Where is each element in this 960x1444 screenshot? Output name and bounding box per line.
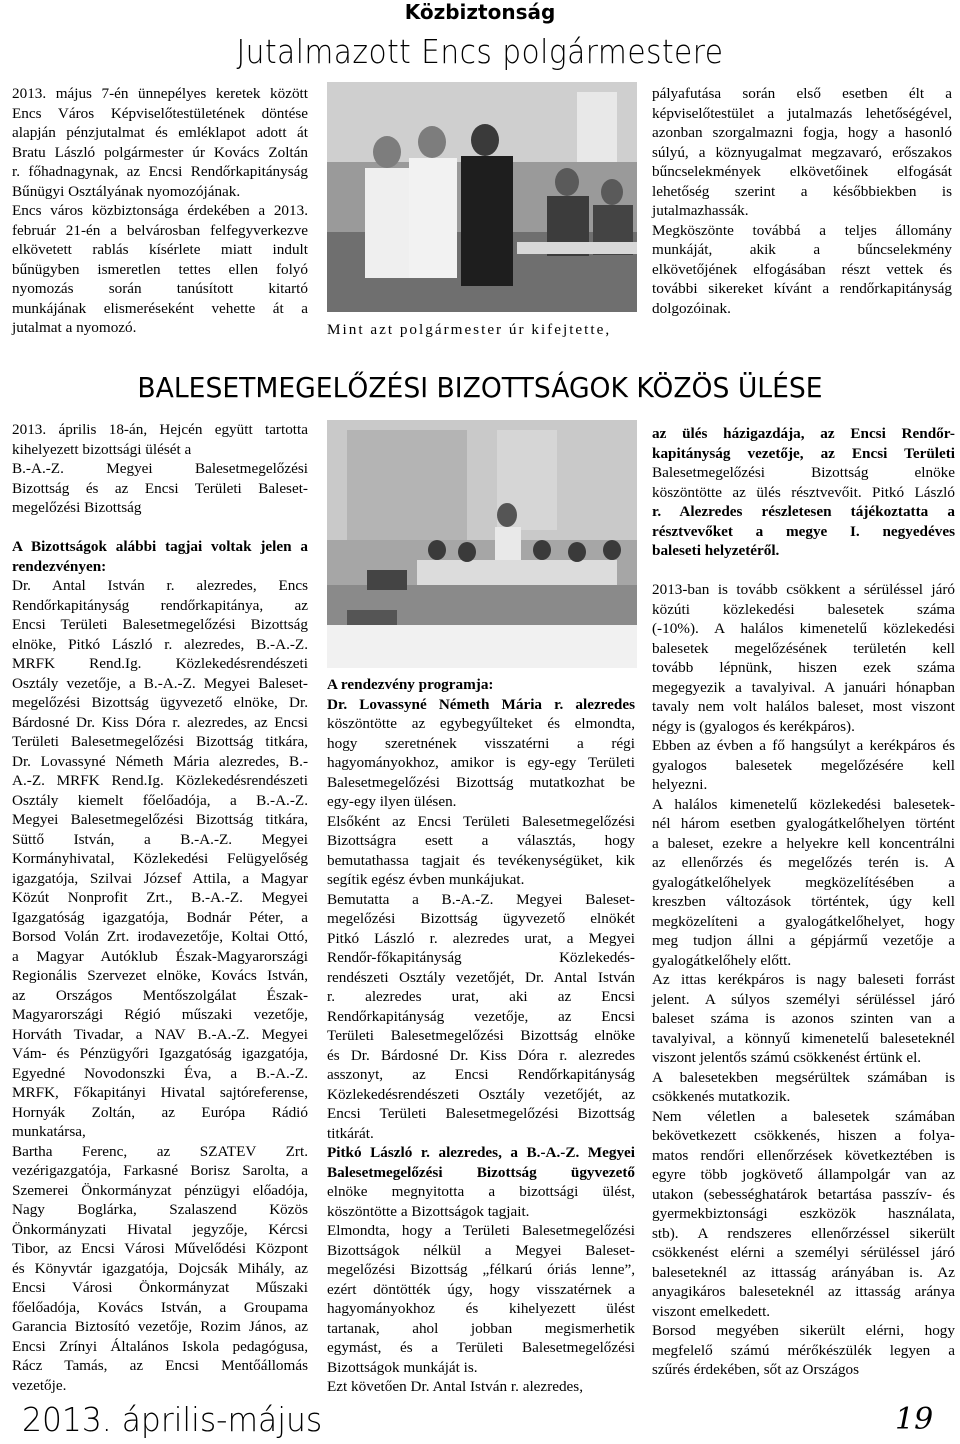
- text-line: munkatársa,: [12, 1123, 86, 1140]
- text-line: Bartha Ferenc, az SZATEV Zrt.: [12, 1142, 308, 1160]
- text-line: Encs Város Képviselőtestületének döntése: [12, 104, 308, 122]
- text-line: jutalmat a nyomozó.: [12, 319, 137, 336]
- text-line: Igazgatóság igazgatója, Bodnár Péter, a: [12, 908, 308, 926]
- text-line: hagyományokhoz és kihelyezett ülést: [327, 1300, 635, 1317]
- text-line: az Országos Mentőszolgálat Észak-: [12, 986, 308, 1004]
- text-line: Pitkó László r. alezredes urat, a Megyei: [327, 929, 635, 947]
- text-line: Megyei Balesetmegelőzési Bizottság titkára,: [12, 811, 308, 828]
- text-line: Vám- és Pénzügyőri Igazgatóság igazgatója,: [12, 1045, 308, 1062]
- text-line: Rendőrkapitányság vezetője, az Encsi: [327, 1007, 635, 1025]
- text-line: munkájának elismeréseként vehette át a: [12, 299, 308, 317]
- section-banner: BALESETMEGELŐZÉSI BIZOTTSÁGOK KÖZÖS ÜLÉSE: [137, 371, 823, 404]
- text-line: [652, 561, 955, 581]
- text-line: Balesetmegelőzési Bizottság elnöke: [652, 464, 955, 481]
- text-line: viszont jelentős számú csökkenést értünk el.: [652, 1049, 922, 1066]
- text-line: kreszben változások történtek, úgy kell: [652, 893, 955, 910]
- text-line: Rácz Tamás, az Encsi Mentőállomás: [12, 1357, 308, 1374]
- text-line: titkárát.: [327, 1124, 374, 1142]
- text-line: közúti közlekedési balesetek száma: [652, 600, 955, 618]
- text-line: gyalogos balesetek megelőzésére kell: [652, 756, 955, 774]
- award-ceremony-photo: [327, 82, 637, 312]
- text-line: MRFK, Főkapitányi Hivatal sajtóreferense,: [12, 1084, 308, 1101]
- text-line: meg tudjon állni a gépjármű vezetője a: [652, 932, 955, 949]
- text-line: Nem véletlen a balesetek számában: [652, 1107, 955, 1125]
- text-line: B.-A.-Z. Megyei Balesetmegelőzési: [12, 460, 308, 477]
- text-line: 2013. április 18-án, Hejcén együtt tartotta: [12, 421, 308, 438]
- text-line: ezért döntötték úgy, hogy visszatérnek a: [327, 1280, 635, 1298]
- text-line: Egyedné Novodonszki Éva, a B.-A.-Z.: [12, 1064, 308, 1082]
- text-line: A halálos kimenetelű közlekedési balesetek-: [652, 795, 955, 813]
- article2-left-column: [12, 420, 308, 1395]
- text-line: Bizottságra esett a választás, hogy: [327, 832, 635, 849]
- text-line: csökkenést elérni a személyi sérüléssel járó: [652, 1244, 955, 1261]
- text-line: hagyományokhoz, amikor is egy-egy Területi: [327, 754, 635, 771]
- text-line: r. alezredes urat, aki az Encsi: [327, 988, 635, 1005]
- text-line: bűnügyben ismeretlen tettes ellen folyó: [12, 260, 308, 278]
- text-line: egyre több jogkövető állampolgár van az: [652, 1166, 955, 1183]
- article1-left-column: [12, 84, 308, 338]
- text-line: Közlekedésrendészeti Osztály vezetőjét, az: [327, 1085, 635, 1103]
- text-line: szűrés érdekében, sőt az Országos: [652, 1361, 860, 1378]
- text-line: rendészeti Osztály vezetőjét, Dr. Antal István: [327, 968, 635, 986]
- text-line: kihelyezett bizottsági ülését a: [12, 440, 192, 458]
- text-line: kapitányság vezetője, az Encsi Területi: [652, 444, 955, 462]
- text-line: bekövetkezett csökkenés, hiszen a folya-: [652, 1127, 955, 1144]
- page-number: 19: [895, 1402, 934, 1437]
- text-line: azonban szorgalmazni fogja, hogy a hasonló: [652, 124, 952, 141]
- text-line: pályafutása során első esetben élt a: [652, 85, 952, 102]
- text-line: megelőzési Bizottság ügyvezető elnöke, Dr.: [12, 694, 308, 711]
- text-line: alapján pénzjutalmat és emléklapot adott át: [12, 124, 308, 141]
- text-line: vezetője.: [12, 1376, 67, 1394]
- article-headline: Jutalmazott Encs polgármestere: [236, 32, 724, 71]
- text-line: anyagikáros baleseteknél az ittasság aránya: [652, 1283, 955, 1300]
- text-line: Ebben az évben a fő hangsúlyt a kerékpáros és: [652, 737, 955, 754]
- text-line: Dr. Antal István r. alezredes, Encs: [12, 577, 308, 594]
- text-line: matos rendőri ellenőrzések következtében is: [652, 1146, 955, 1164]
- text-line: bemutathassa tagjait és tevékenységüket, kik: [327, 851, 635, 869]
- text-line: megelőzési Bizottság ügyvezető elnökét: [327, 910, 635, 927]
- text-line: Kormányhivatal, Közlekedési Felügyelőség: [12, 850, 308, 867]
- text-line: jutalmazhassák.: [652, 202, 749, 219]
- text-line: MRFK Rend.Ig. Közlekedésrendészeti: [12, 655, 308, 672]
- text-line: gyermekbiztonsági eszközök használata,: [652, 1205, 955, 1222]
- text-line: munkáját, akik a bűncselekmény: [652, 241, 952, 258]
- text-line: vezérigazgatója, Farkasné Borisz Sarolta, a: [12, 1162, 308, 1179]
- text-line: megközelíteni a gyalogátkelőhelyet, hogy: [652, 912, 955, 930]
- text-line: elkövetőjének elfogásában részt vettek és: [652, 260, 952, 278]
- text-line: Ezt követően Dr. Antal István r. alezredes,: [327, 1378, 583, 1395]
- text-line: 2013-ban is tovább csökkent a sérüléssel járó: [652, 581, 955, 598]
- text-line: viszont emelkedett.: [652, 1302, 771, 1320]
- text-line: gyalogátkelőhelyek megközelítésében a: [652, 873, 955, 891]
- meeting-photo: [327, 420, 637, 668]
- text-line: (-10%). A halálos kimenetelű közlekedési: [652, 620, 955, 637]
- text-line: súlyú, a köznyugalmat megzavaró, erőszakos: [652, 143, 952, 161]
- article2-right-column: [652, 424, 955, 1380]
- text-line: Önkormányzati Hivatal jegyzője, Kércsi: [12, 1220, 308, 1238]
- text-line: baleseti helyzetéről.: [652, 542, 780, 559]
- text-line: Encsi Területi Balesetmegelőzési Bizottság: [327, 1105, 635, 1122]
- text-line: Bizottságok nélkül a Megyei Baleset-: [327, 1241, 635, 1259]
- text-line: Balesetmegelőzési Bizottság ügyvezető: [327, 1163, 635, 1181]
- text-line: megegyezik a tavalyival. A januári hónapban: [652, 678, 955, 696]
- text-line: helyezni.: [652, 776, 708, 793]
- text-line: elnöke, Pitkó László r. alezredes, B.-A.-Z.: [12, 635, 308, 653]
- text-line: csökkenés mutatkozik.: [652, 1088, 791, 1105]
- text-line: résztvevőket a megye I. negyedéves: [652, 522, 955, 540]
- text-line: Rendőrkapitányság rendőrkapitánya, az: [12, 596, 308, 614]
- text-line: Szemerei Önkormányzat pénzügyi előadója,: [12, 1181, 308, 1199]
- text-line: baleseteknél az ittasság arányában is. Az: [652, 1263, 955, 1281]
- text-line: hogy szeretnének visszatérni a régi: [327, 734, 635, 752]
- article2-middle-column: [327, 675, 635, 1397]
- text-line: a Magyar Autóklub Észak-Magyarországi: [12, 947, 308, 965]
- text-line: baleset száma is azonos szinten van a: [652, 1010, 955, 1027]
- text-line: Területi Balesetmegelőzési Bizottság elnöke: [327, 1027, 635, 1044]
- text-line: dolgozóinak.: [652, 299, 731, 317]
- text-line: Tibor, az Encsi Városi Művelődési Központ: [12, 1240, 308, 1257]
- text-line: az ellenőrzés és megelőzés terén is. A: [652, 854, 955, 871]
- text-line: elkövetett rablás kísérlete miatt indult: [12, 241, 308, 258]
- text-line: főelőadója, Kovács István, a Groupama: [12, 1298, 308, 1316]
- text-line: lehetőség szerint a későbbiekben is: [652, 182, 952, 200]
- text-line: Dr. Lovassyné Németh Mária r. alezredes: [327, 695, 635, 713]
- text-line: Regionális Szervezet elnöke, Kovács István,: [12, 967, 308, 984]
- text-line: köszöntötte az ülés résztvevőit. Pitkó László: [652, 483, 955, 501]
- text-line: Garancia Biztosító vezetője, Rozim János, az: [12, 1318, 308, 1335]
- text-line: Rendőr-főkapitányság Közlekedés-: [327, 949, 635, 966]
- text-line: Balesetmegelőzési Bizottság mutatkozhat be: [327, 773, 635, 791]
- text-line: nél három esetben gyalogátkelőhelyen történt: [652, 815, 955, 832]
- text-line: elnöke megnyitotta a bizottsági ülést,: [327, 1183, 635, 1200]
- text-line: az ülés házigazdája, az Encsi Rendőr-: [652, 425, 955, 442]
- text-line: A balesetekben megsérültek számában is: [652, 1068, 955, 1086]
- text-line: a baleset, ezekre a helyekre kell koncentrálni: [652, 834, 955, 852]
- text-line: Pitkó László r. alezredes, a B.-A.-Z. Megyei: [327, 1144, 635, 1161]
- text-line: Borsod megyében sikerült elérni, hogy: [652, 1322, 955, 1339]
- text-line: Encsi Városi Önkormányzat Műszaki: [12, 1279, 308, 1296]
- text-line: tavalyival, a könnyű kimenetelű baleseteknél: [652, 1029, 955, 1047]
- text-line: köszöntötte a Bizottságok tagjait.: [327, 1202, 530, 1220]
- text-line: Közút Nonprofit Zrt., B.-A.-Z. Megyei: [12, 889, 308, 906]
- text-line: és Könyvtár igazgatója, Dojcsák Mihály, az: [12, 1259, 308, 1277]
- text-line: tovább lépnünk, hiszen ezek száma: [652, 659, 955, 676]
- text-line: megelőzési Bizottság: [12, 499, 142, 516]
- text-line: egymást, és a Területi Balesetmegelőzési: [327, 1339, 635, 1356]
- text-line: Dr. Lovassyné Németh Mária alezredes, B.-: [12, 752, 308, 770]
- text-line: Területi Balesetmegelőzési Bizottság titkára,: [12, 733, 308, 750]
- text-line: Bratu László polgármester úr Kovács Zoltán: [12, 143, 308, 161]
- text-line: r. főhadnagynak, az Encsi Rendőrkapitányság: [12, 163, 308, 180]
- text-line: és Dr. Bárdosné Dr. Kiss Dóra r. alezredes: [327, 1046, 635, 1064]
- text-line: tavaly nem volt halálos baleset, most viszont: [652, 698, 955, 715]
- text-line: balesetek megelőzésének területén kell: [652, 639, 955, 657]
- text-line: utakon (sebességhatárok betartása passzív- és: [652, 1185, 955, 1203]
- text-line: Encsi Területi Balesetmegelőzési Bizottság: [12, 616, 308, 633]
- article1-right-column: [652, 84, 952, 318]
- text-line: Osztály kiemelt főelőadója, a B.-A.-Z.: [12, 791, 308, 809]
- text-line: A rendezvény programja:: [327, 676, 494, 693]
- text-line: bűncselekmények elkövetőinek elfogását: [652, 163, 952, 180]
- text-line: képviselőtestület a jutalmazás lehetőségével,: [652, 104, 952, 122]
- text-line: rendezvényen:: [12, 557, 107, 575]
- award-ceremony-photo-image: [327, 82, 637, 312]
- text-line: Encs város közbiztonsága érdekében a 2013.: [12, 202, 308, 219]
- text-line: Osztály vezetője, a B.-A.-Z. Megyei Baleset-: [12, 674, 308, 692]
- text-line: egy-egy ilyen ülésen.: [327, 793, 457, 810]
- text-line: jelent. A súlyos személyi sérüléssel járó: [652, 990, 955, 1008]
- text-line: Elsőként az Encsi Területi Balesetmegelőzési: [327, 812, 635, 830]
- text-line: 2013. május 7-én ünnepélyes keretek között: [12, 85, 308, 102]
- text-line: asszonyt, az Encsi Rendőrkapitányság: [327, 1066, 635, 1083]
- text-line: Süttő István, a B.-A.-Z. Megyei: [12, 830, 308, 848]
- text-line: Horváth Tivadar, a NAV B.-A.-Z. Megyei: [12, 1025, 308, 1043]
- text-line: igazgatója, Szilvai József Attila, a Magyar: [12, 869, 308, 887]
- text-line: nyomozás során tanúsított kitartó: [12, 280, 308, 297]
- section-label: Közbiztonság: [404, 0, 556, 24]
- text-line: Bárdosné Dr. Kiss Dóra r. alezredes, az Encsi: [12, 713, 308, 731]
- text-line: Bűnügyi Osztályának nyomozójának.: [12, 182, 241, 200]
- text-line: négy is (gyalogos és kerékpáros).: [652, 717, 855, 735]
- photo-caption: Mint azt polgármester úr kifejtette,: [327, 321, 612, 338]
- text-line: Bizottságok munkáját is.: [327, 1358, 478, 1376]
- text-line: Nagy Boglárka, Szalaszend Közös: [12, 1201, 308, 1218]
- text-line: [12, 518, 308, 538]
- text-line: Bemutatta a B.-A.-Z. Megyei Baleset-: [327, 890, 635, 908]
- text-line: Bizottság és az Encsi Területi Baleset-: [12, 479, 308, 497]
- text-line: segítik egész évben munkájukat.: [327, 871, 525, 888]
- text-line: gyalogátkelőhely előtt.: [652, 951, 792, 969]
- text-line: Encsi Zrínyi Általános Iskola pedagógusa,: [12, 1337, 308, 1355]
- text-line: köszöntötte az egybegyűlteket és elmondta,: [327, 715, 635, 732]
- text-line: megelőzési Bizottság „félkarú óriás lenne”,: [327, 1261, 635, 1278]
- meeting-photo-image: [327, 420, 637, 668]
- text-line: Az ittas kerékpáros is nagy baleseti forrást: [652, 971, 955, 988]
- text-line: Megköszönte továbbá a teljes állomány: [652, 221, 952, 239]
- text-line: stb). A rendszeres ellenőrzéssel sikerült: [652, 1224, 955, 1242]
- text-line: február 21-én a belvárosban felfegyverkezve: [12, 221, 308, 239]
- text-line: megfelelő számú mérőkészülék legyen a: [652, 1341, 955, 1359]
- text-line: Hornyák Zoltán, az Európa Rádió: [12, 1103, 308, 1121]
- text-line: tartanak, ahol jobban megismerhetik: [327, 1319, 635, 1337]
- text-line: Borsod Volán Zrt. irodavezetője, Koltai Ottó,: [12, 928, 308, 945]
- text-line: A Bizottságok alábbi tagjai voltak jelen a: [12, 538, 308, 555]
- text-line: r. Alezredes részletesen tájékoztatta a: [652, 503, 955, 520]
- issue-date: 2013. április-május: [22, 1400, 323, 1439]
- text-line: Magyarországi Régió műszaki vezetője,: [12, 1006, 308, 1023]
- text-line: A.-Z. MRFK Rend.Ig. Közlekedésrendészeti: [12, 772, 308, 789]
- text-line: Elmondta, hogy a Területi Balesetmegelőzési: [327, 1222, 635, 1239]
- text-line: további sikereket kívánt a rendőrkapitányság: [652, 280, 952, 297]
